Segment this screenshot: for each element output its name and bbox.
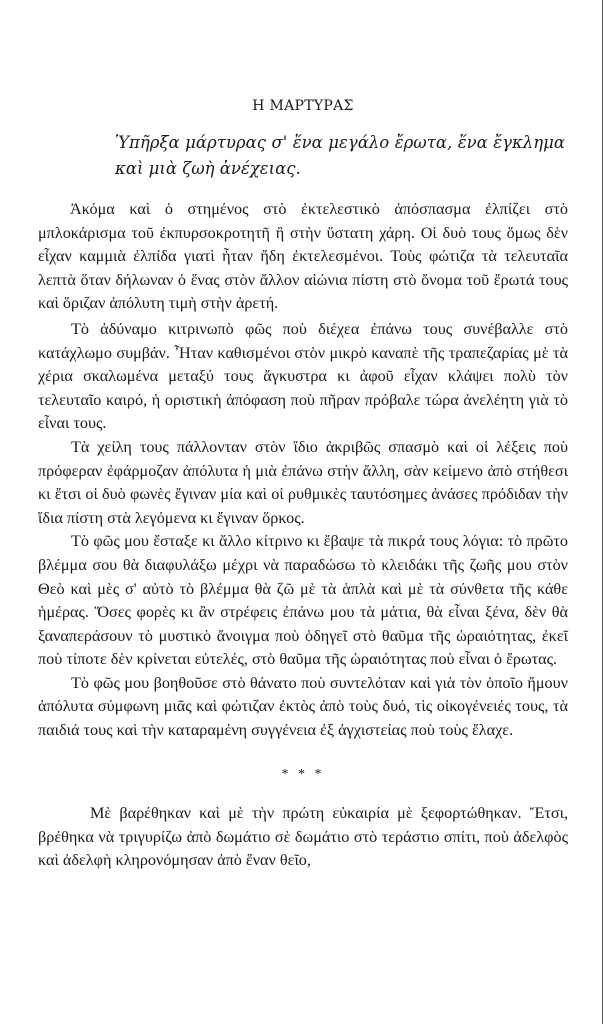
paragraph-3: Τὰ χείλη τους πάλλονταν στὸν ἴδιο ἀκριβῶς σπασμὸ καὶ οἱ λέξεις ποὺ πρόφεραν ἐφάρμοζαν ἀπόλυτα ἡ μιὰ ἐπάνω στὴν ἄλλη, σὰν κείμενο ἀπὸ στήθεσι κι ἔτσι οἱ δυὸ φωνὲς ἔγιναν μία καὶ οἱ ρυθμικὲς ταυτόσημες ἀνάσες πρόδιδαν τὴν ἴδια πίστη στὰ λεγόμενα κι ἔγιναν ὅρκος. — [38, 437, 568, 527]
body-text — [38, 198, 568, 873]
paragraph-1: Ἀκόμα καὶ ὁ στημένος στὸ ἐκτελεστικὸ ἀπόσπασμα ἐλπίζει στὸ μπλοκάρισμα τοῦ ἐκπυρσοκροτητῆ ἢ στὴν ὕστατη χάρη. Οἱ δυὸ τους ὅμως δὲν εἶχαν καμμιὰ ἐλπίδα γιατὶ ἦταν ἤδη ἐκτελεσμένοι. Τοὺς φώτιζα τὰ τελευταῖα λεπτὰ ὅταν δήλωναν ὁ ἕνας στὸν ἄλλον αἰώνια πίστη στὸ ὄνομα τοῦ ἔρωτά τους καὶ ὅριζαν ἀπόλυτη τιμὴ στὴν ἀρετή. — [38, 200, 568, 313]
epigraph: Ὑπῆρξα μάρτυρας σ' ἕνα μεγάλο ἔρωτα, ἕνα ἔγκλημα καὶ μιὰ ζωὴ ἀνέχειας. — [115, 133, 565, 178]
paragraph-4: Τὸ φῶς μου ἔσταξε κι ἄλλο κίτρινο κι ἔβαψε τὰ πικρά τους λόγια: τὸ πρῶτο βλέμμα σου θὰ διαφυλάξω μέχρι νὰ παραδώσω τὸ κλειδάκι τῆς ζωῆς μου στὸν Θεὸ καὶ μὲς σ' αὐτὸ τὸ βλέμμα θὰ ζῶ μὲ τὰ ἁπλὰ καὶ μὲ τὰ σύνθετα τῆς κάθε ἡμέρας. Ὅσες φορὲς κι ἂν στρέφεις ἐπάνω μου τὰ μάτια, θὰ εἶναι ξένα, δὲν θὰ ξαναπεράσουν τὸ μυστικὸ ἄνοιγμα ποὺ ὁδηγεῖ στὸ θαῦμα τῆς ὡραιότητας, ἐκεῖ ποὺ τίποτε δὲν κρίνεται εὐτελές, στὸ θαῦμα τῆς ὡραιότητας ποὺ εἶναι ὁ ἔρωτας. — [38, 532, 568, 669]
page-edge-line — [602, 0, 603, 1024]
chapter-title: Η ΜΑΡΤΥΡΑΣ — [252, 98, 354, 114]
paragraph-2: Τὸ ἀδύναμο κιτρινωπὸ φῶς ποὺ διέχεα ἐπάνω τους συνέβαλλε στὸ κατάχλωμο συμβάν. Ἦταν καθισμένοι στὸν μικρὸ καναπὲ τῆς τραπεζαρίας μὲ τὰ χέρια σκαλωμένα μεταξύ τους ἄγκυστρα κι ἀφοῦ εἶχαν κλάψει πολὺ τὸν τελευταῖο καιρό, ἡ οριστικὴ ἀπόφαση ποὺ πῆραν πρόβαλε τώρα ἀνελέητη γιὰ τὸ εἶναι τους. — [38, 319, 568, 433]
section-separator: * * * — [281, 766, 325, 782]
paragraph-6: Μὲ βαρέθηκαν καὶ μὲ τὴν πρώτη εὐκαιρία μὲ ξεφορτώθηκαν. Ἔτσι, βρέθηκα νὰ τριγυρίζω ἀπὸ δωμάτιο σὲ δωμάτιο στὸ τεράστιο σπίτι, ποὺ ἀδελφὸς καὶ ἀδελφὴ κληρονόμησαν ἀπὸ ἕναν θεῖο, — [38, 804, 568, 870]
paragraph-5: Τὸ φῶς μου βοηθοῦσε στὸ θάνατο ποὺ συντελόταν καὶ γιὰ τὸν ὁποῖο ἤμουν ἀπόλυτα σύμφωνη μιᾶς καὶ φώτιζαν ἐκτὸς ἀπὸ τοὺς δυό, τὶς οἰκογένειές τους, τὰ παιδιά τους καὶ τὴν καταραμένη συγγένεια ἐξ ἀγχιστείας ποὺ τοὺς ἔλαχε. — [38, 673, 568, 740]
